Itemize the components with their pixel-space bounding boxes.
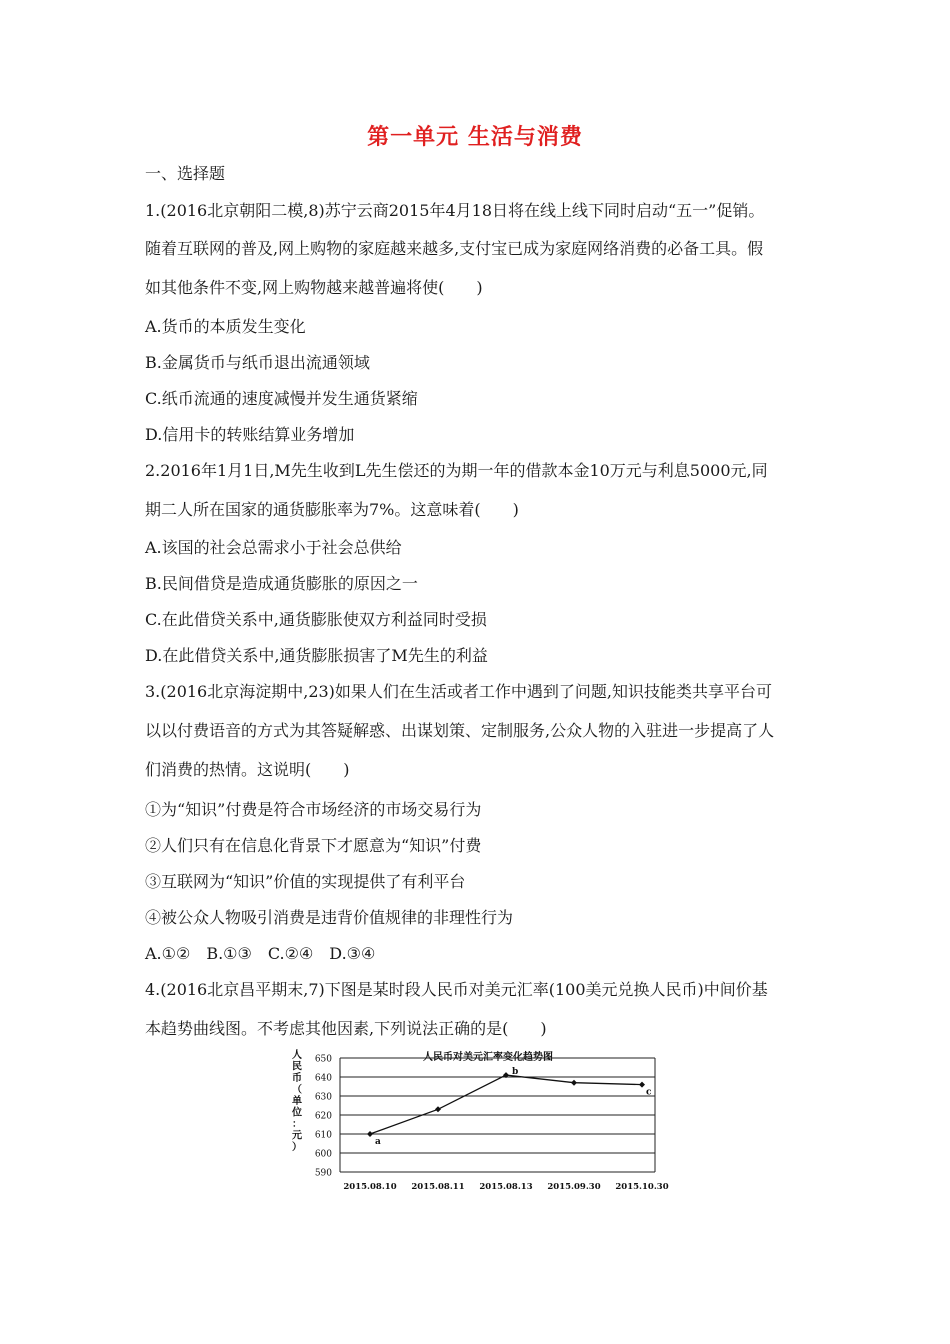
x-tick-label: 2015.08.10 bbox=[343, 1182, 397, 1192]
chart-ylabel-char: 单 bbox=[292, 1096, 302, 1107]
text-line: 们消费的热情。这说明( ) bbox=[145, 760, 350, 779]
statement-line: ②人们只有在信息化背景下才愿意为“知识”付费 bbox=[145, 836, 482, 855]
text-line: 如其他条件不变,网上购物越来越普遍将使( ) bbox=[145, 278, 483, 297]
x-tick-label: 2015.09.30 bbox=[547, 1182, 601, 1192]
y-tick-label: 640 bbox=[314, 1073, 332, 1084]
option-line: C.纸币流通的速度减慢并发生通货紧缩 bbox=[145, 389, 418, 408]
option-line: D.在此借贷关系中,通货膨胀损害了M先生的利益 bbox=[145, 646, 488, 665]
y-tick-label: 630 bbox=[314, 1092, 332, 1103]
text-line: 本趋势曲线图。不考虑其他因素,下列说法正确的是( ) bbox=[145, 1019, 547, 1038]
x-tick-label: 2015.10.30 bbox=[615, 1182, 669, 1192]
chart-ylabel-char: （ bbox=[292, 1084, 302, 1096]
chart-ylabel-char: ） bbox=[292, 1142, 302, 1153]
x-tick-label: 2015.08.13 bbox=[479, 1182, 533, 1192]
option-line: B.民间借贷是造成通货膨胀的原因之一 bbox=[145, 574, 418, 593]
text-line: 1.(2016北京朝阳二模,8)苏宁云商2015年4月18日将在线上线下同时启动“五一”促销。 bbox=[145, 201, 765, 220]
option-line: C.在此借贷关系中,通货膨胀使双方利益同时受损 bbox=[145, 610, 487, 629]
y-tick-label: 590 bbox=[314, 1168, 332, 1179]
chart-ylabel-char: 元 bbox=[292, 1130, 302, 1142]
option-line: A.货币的本质发生变化 bbox=[145, 317, 306, 336]
data-point bbox=[435, 1106, 441, 1112]
text-line: 4.(2016北京昌平期末,7)下图是某时段人民币对美元汇率(100美元兑换人民币)中间价基 bbox=[145, 980, 768, 999]
statement-line: ③互联网为“知识”价值的实现提供了有利平台 bbox=[145, 872, 466, 891]
chart-series bbox=[367, 1067, 652, 1147]
statement-line: ①为“知识”付费是符合市场经济的市场交易行为 bbox=[145, 800, 482, 819]
option-line: B.金属货币与纸币退出流通领域 bbox=[145, 353, 370, 372]
chart-axes bbox=[315, 1055, 669, 1193]
text-line: 期二人所在国家的通货膨胀率为7%。这意味着( ) bbox=[145, 500, 519, 519]
chart-svg bbox=[280, 1046, 670, 1196]
chart-ylabel-char: 人 bbox=[292, 1050, 302, 1061]
y-tick-label: 650 bbox=[314, 1054, 332, 1065]
y-tick-label: 600 bbox=[314, 1149, 332, 1160]
point-label: a bbox=[375, 1137, 381, 1147]
chart-ylabel-char: ： bbox=[292, 1119, 302, 1130]
chart-title: 人民币对美元汇率变化趋势图 bbox=[423, 1052, 553, 1063]
x-tick-label: 2015.08.11 bbox=[411, 1182, 465, 1192]
text-line: 随着互联网的普及,网上购物的家庭越来越多,支付宝已成为家庭网络消费的必备工具。假 bbox=[145, 239, 764, 258]
point-label: c bbox=[646, 1087, 652, 1098]
chart-ylabel bbox=[291, 1048, 302, 1153]
option-line: D.信用卡的转账结算业务增加 bbox=[145, 425, 355, 444]
exchange-rate-chart bbox=[280, 1046, 670, 1196]
statement-line: ④被公众人物吸引消费是违背价值规律的非理性行为 bbox=[145, 908, 514, 927]
option-line: A.该国的社会总需求小于社会总供给 bbox=[145, 538, 402, 557]
page-title: 第一单元 生活与消费 bbox=[367, 125, 583, 150]
chart-ylabel-char: 币 bbox=[292, 1073, 302, 1084]
chart-ylabel-char: 民 bbox=[292, 1061, 302, 1073]
series-line bbox=[370, 1075, 642, 1134]
text-line: 2.2016年1月1日,M先生收到L先生偿还的为期一年的借款本金10万元与利息5000元,同 bbox=[145, 461, 768, 480]
y-tick-label: 610 bbox=[314, 1130, 332, 1141]
data-point bbox=[639, 1082, 645, 1088]
chart-ylabel-char: 位 bbox=[292, 1107, 302, 1119]
data-point bbox=[367, 1131, 373, 1137]
option-line: A.①② B.①③ C.②④ D.③④ bbox=[145, 944, 376, 963]
text-line: 以以付费语音的方式为其答疑解惑、出谋划策、定制服务,公众人物的入驻进一步提高了人 bbox=[145, 721, 775, 740]
chart-grid bbox=[340, 1058, 655, 1172]
data-point bbox=[571, 1080, 577, 1086]
point-label: b bbox=[512, 1067, 519, 1078]
y-tick-label: 620 bbox=[314, 1111, 332, 1122]
text-line: 3.(2016北京海淀期中,23)如果人们在生活或者工作中遇到了问题,知识技能类共享平台可 bbox=[145, 682, 773, 701]
section-heading: 一、选择题 bbox=[145, 164, 226, 183]
